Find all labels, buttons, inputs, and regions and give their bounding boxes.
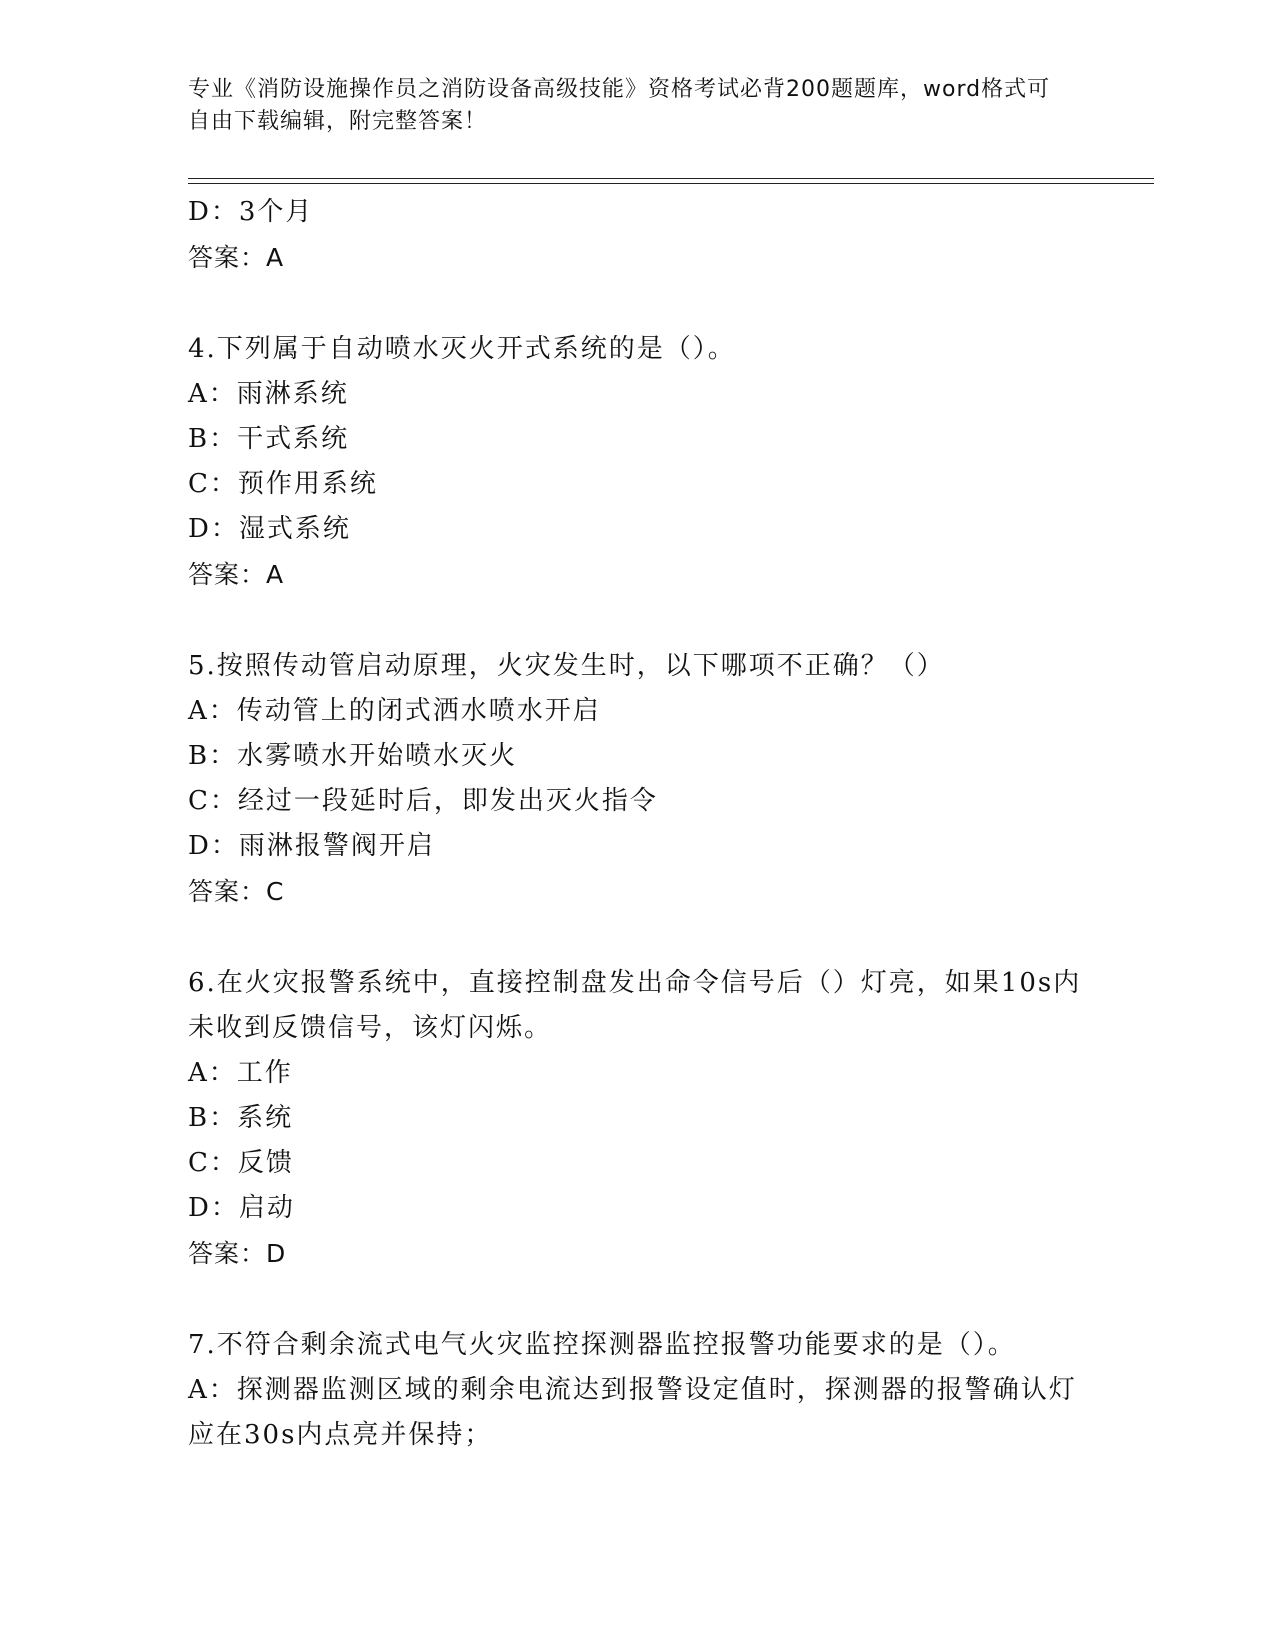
option-d: D：雨淋报警阀开启 [188, 831, 435, 861]
option-b: B：干式系统 [188, 424, 350, 454]
question-stem: 5.按照传动管启动原理，火灾发生时，以下哪项不正确？（） [188, 651, 945, 681]
question-answer: 答案：C [188, 877, 285, 906]
option-b: B：系统 [188, 1103, 294, 1133]
option-b: B：水雾喷水开始喷水灭火 [188, 741, 518, 771]
question-5 [188, 644, 1088, 914]
option-a: A：探测器监测区域的剩余电流达到报警设定值时，探测器的报警确认灯应在30s内点亮并保持； [188, 1375, 1077, 1450]
option-c: C：预作用系统 [188, 469, 378, 499]
question-stem: 6.在火灾报警系统中，直接控制盘发出命令信号后（）灯亮，如果10s内未收到反馈信号，该灯闪烁。 [188, 968, 1082, 1043]
option-a: A：雨淋系统 [188, 379, 349, 409]
prev-question-answer: 答案：A [188, 243, 285, 272]
question-4 [188, 327, 1088, 597]
header-divider-top [188, 178, 1154, 179]
option-a: A：工作 [188, 1058, 293, 1088]
option-d: D：湿式系统 [188, 514, 351, 544]
option-c: C：反馈 [188, 1148, 294, 1178]
option-a: A：传动管上的闭式洒水喷水开启 [188, 696, 601, 726]
option-d: D：启动 [188, 1193, 295, 1223]
question-answer: 答案：A [188, 560, 285, 589]
question-6 [188, 961, 1088, 1276]
header-divider-bottom [188, 183, 1154, 184]
option-c: C：经过一段延时后，即发出灭火指令 [188, 786, 658, 816]
question-stem: 7.不符合剩余流式电气火灾监控探测器监控报警功能要求的是（）。 [188, 1330, 1016, 1360]
question-stem: 4.下列属于自动喷水灭火开式系统的是（）。 [188, 334, 736, 364]
document-header: 专业《消防设施操作员之消防设备高级技能》资格考试必背200题题库，word格式可自由下载编辑，附完整答案！ [188, 77, 1051, 134]
prev-question-option-d: D：3个月 [188, 197, 314, 227]
question-7 [188, 1323, 1088, 1458]
question-list [188, 190, 1088, 1458]
question-answer: 答案：D [188, 1239, 287, 1268]
